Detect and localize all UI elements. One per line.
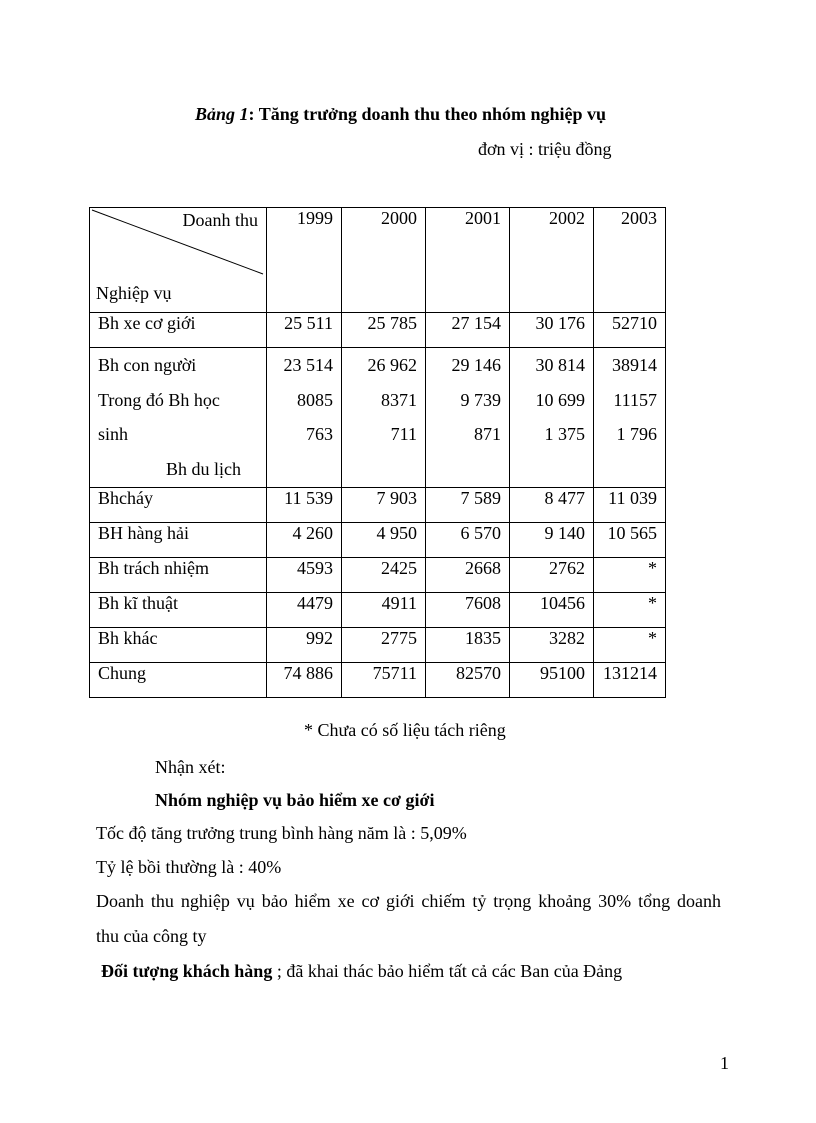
table-title bbox=[195, 104, 606, 125]
header-revenue-label: Doanh thu bbox=[182, 210, 258, 230]
table-cell: 7608 bbox=[426, 593, 510, 628]
table-row bbox=[90, 593, 666, 628]
table-cell: 10 699 bbox=[535, 389, 585, 410]
table-cell: 2668 bbox=[426, 558, 510, 593]
table-row bbox=[90, 523, 666, 558]
table-cell: * bbox=[594, 558, 666, 593]
table-cell: 74 886 bbox=[267, 663, 342, 698]
table-cell: 4911 bbox=[342, 593, 426, 628]
table-cell: 871 bbox=[474, 424, 501, 444]
table-cell: 2762 bbox=[510, 558, 594, 593]
table-header-row bbox=[90, 208, 666, 313]
table-cell: 75711 bbox=[342, 663, 426, 698]
table-row-group bbox=[90, 348, 666, 488]
table-cell: 9 739 bbox=[460, 389, 501, 410]
table-cell: 1 796 bbox=[616, 424, 657, 444]
table-cell: 8085 bbox=[297, 389, 333, 410]
unit-label: đơn vị : triệu đồng bbox=[478, 139, 612, 159]
table-cell: 711 bbox=[390, 424, 417, 444]
revenue-table bbox=[89, 207, 666, 698]
year-header: 2000 bbox=[342, 208, 426, 313]
table-cell: 25 511 bbox=[267, 313, 342, 348]
row-label: sinh bbox=[98, 424, 129, 444]
table-title-label: Bảng 1 bbox=[195, 104, 249, 124]
comment-label: Nhận xét: bbox=[155, 757, 226, 777]
table-cell: * bbox=[594, 593, 666, 628]
row-label: Bh kĩ thuật bbox=[90, 593, 267, 628]
table-row bbox=[90, 558, 666, 593]
row-label: Bhcháy bbox=[90, 488, 267, 523]
table-cell: 27 154 bbox=[426, 313, 510, 348]
group-value-cell bbox=[510, 348, 594, 488]
table-cell: 4593 bbox=[267, 558, 342, 593]
table-cell: 52710 bbox=[594, 313, 666, 348]
row-label: Chung bbox=[90, 663, 267, 698]
table-cell: 4479 bbox=[267, 593, 342, 628]
group-label-cell bbox=[90, 348, 267, 488]
paragraph-line: Doanh thu nghiệp vụ bảo hiểm xe cơ giới chiếm tỷ trọng khoảng 30% tổng doanh bbox=[96, 891, 721, 911]
table-cell: 29 146 bbox=[451, 355, 501, 375]
row-label: Bh du lịch bbox=[166, 458, 241, 479]
page-number: 1 bbox=[720, 1053, 729, 1073]
table-cell: 30 814 bbox=[535, 355, 585, 375]
year-header: 2003 bbox=[594, 208, 666, 313]
table-row bbox=[90, 488, 666, 523]
customer-text: ; đã khai thác bảo hiểm tất cả các Ban của Đảng bbox=[272, 961, 623, 981]
table-cell: 26 962 bbox=[367, 355, 417, 375]
table-cell: 7 903 bbox=[342, 488, 426, 523]
table-cell: 131214 bbox=[594, 663, 666, 698]
group-value-cell bbox=[342, 348, 426, 488]
table-cell: 3282 bbox=[510, 628, 594, 663]
row-label: Trong đó Bh học bbox=[98, 389, 220, 410]
year-header: 2001 bbox=[426, 208, 510, 313]
table-cell: 6 570 bbox=[426, 523, 510, 558]
row-label: Bh trách nhiệm bbox=[90, 558, 267, 593]
paragraph-line bbox=[101, 961, 622, 982]
group-value-cell bbox=[267, 348, 342, 488]
table-cell: 38914 bbox=[612, 355, 657, 375]
section-heading: Nhóm nghiệp vụ bảo hiểm xe cơ giới bbox=[155, 790, 435, 810]
paragraph-line: Tỷ lệ bồi thường là : 40% bbox=[96, 857, 282, 877]
year-header: 2002 bbox=[510, 208, 594, 313]
table-cell: 2425 bbox=[342, 558, 426, 593]
row-label: Bh khác bbox=[90, 628, 267, 663]
row-label: Bh con người bbox=[98, 355, 197, 375]
table-cell: 82570 bbox=[426, 663, 510, 698]
header-category-label: Nghiệp vụ bbox=[96, 283, 172, 303]
customer-label: Đối tượng khách hàng bbox=[101, 961, 273, 981]
table-row-total bbox=[90, 663, 666, 698]
table-row bbox=[90, 628, 666, 663]
table-cell: * bbox=[594, 628, 666, 663]
table-cell: 1835 bbox=[426, 628, 510, 663]
paragraph-line: Tốc độ tăng trưởng trung bình hàng năm là : 5,09% bbox=[96, 823, 467, 843]
table-cell: 9 140 bbox=[510, 523, 594, 558]
table-cell: 11157 bbox=[613, 389, 657, 410]
table-cell: 25 785 bbox=[342, 313, 426, 348]
row-label: Bh xe cơ giới bbox=[90, 313, 267, 348]
table-cell: 4 950 bbox=[342, 523, 426, 558]
table-cell: 95100 bbox=[510, 663, 594, 698]
table-cell: 10456 bbox=[510, 593, 594, 628]
table-footnote: * Chưa có số liệu tách riêng bbox=[304, 720, 506, 740]
group-value-cell bbox=[426, 348, 510, 488]
table-cell: 11 039 bbox=[594, 488, 666, 523]
row-label: BH hàng hải bbox=[90, 523, 267, 558]
table-cell: 23 514 bbox=[283, 355, 333, 375]
table-cell: 8371 bbox=[381, 389, 417, 410]
table-title-text: : Tăng trưởng doanh thu theo nhóm nghiệp vụ bbox=[248, 104, 607, 124]
table-cell: 992 bbox=[267, 628, 342, 663]
header-corner-cell bbox=[90, 208, 267, 313]
table-cell: 1 375 bbox=[544, 424, 585, 444]
paragraph-line: thu của công ty bbox=[96, 926, 207, 946]
table-cell: 4 260 bbox=[267, 523, 342, 558]
group-value-cell bbox=[594, 348, 666, 488]
table-cell: 7 589 bbox=[426, 488, 510, 523]
year-header: 1999 bbox=[267, 208, 342, 313]
table-cell: 2775 bbox=[342, 628, 426, 663]
table-cell: 8 477 bbox=[510, 488, 594, 523]
table-cell: 763 bbox=[306, 424, 333, 444]
table-row bbox=[90, 313, 666, 348]
table-cell: 10 565 bbox=[594, 523, 666, 558]
table-cell: 30 176 bbox=[510, 313, 594, 348]
table-cell: 11 539 bbox=[267, 488, 342, 523]
